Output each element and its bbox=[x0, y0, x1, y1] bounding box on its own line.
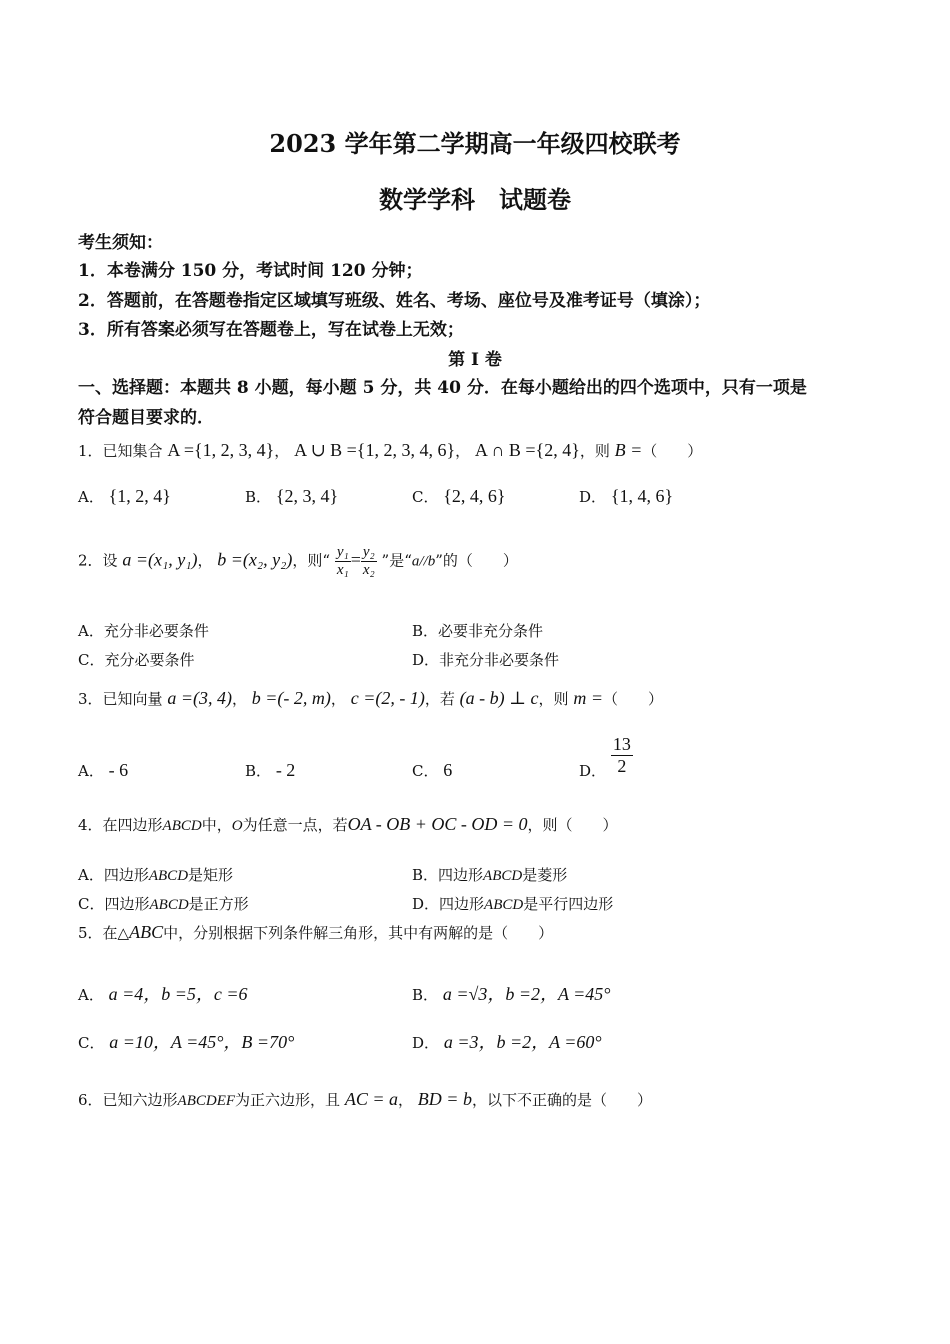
q5-stem: 5．在△ABC中，分别根据下列条件解三角形，其中有两解的是（ ） bbox=[78, 922, 554, 942]
q3-option-a: A． - 6 bbox=[78, 760, 129, 780]
q5-option-d: D． a =3，b =2，A =60° bbox=[412, 1032, 602, 1052]
q4-option-a: A．四边形ABCD是矩形 bbox=[78, 866, 234, 884]
q1-option-a: A． {1, 2, 4} bbox=[78, 486, 171, 506]
notice-heading: 考生须知： bbox=[78, 233, 163, 253]
q3-option-c: C． 6 bbox=[412, 760, 453, 780]
volume-label: 第 I 卷 bbox=[448, 350, 502, 370]
section-heading-line1: 一、选择题：本题共 8 小题，每小题 5 分，共 40 分．在每小题给出的四个选项中，只有一项是 bbox=[78, 378, 807, 398]
notice-item-1: 1．本卷满分 150 分，考试时间 120 分钟； bbox=[78, 261, 423, 281]
q4-stem: 4．在四边形ABCD中，O为任意一点，若OA - OB + OC - OD = 0，则（ ） bbox=[78, 814, 618, 834]
q3-option-d: D． $\frac{13}{2}$ bbox=[579, 734, 631, 780]
q1-option-c: C． {2, 4, 6} bbox=[412, 486, 506, 506]
q5-option-c: C． a =10，A =45°，B =70° bbox=[78, 1032, 295, 1052]
q2-option-d: D．非充分非必要条件 bbox=[412, 651, 560, 669]
q1-option-b: B． {2, 3, 4} bbox=[245, 486, 339, 506]
q1-stem: 1．已知集合 A ={1, 2, 3, 4}， A ∪ B ={1, 2, 3, 4, 6}， A ∩ B ={2, 4}，则 B =（ ） bbox=[78, 440, 703, 460]
q3-option-d-fraction: $\frac{13}{2}$ bbox=[612, 734, 631, 776]
q2-option-c: C．充分必要条件 bbox=[78, 651, 195, 669]
q4-option-b: B．四边形ABCD是菱形 bbox=[412, 866, 568, 884]
q5-option-a: A． a =4，b =5，c =6 bbox=[78, 984, 248, 1004]
notice-item-3: 3．所有答案必须写在答题卷上，写在试卷上无效； bbox=[78, 320, 464, 340]
q3-stem: 3．已知向量 a =(3, 4)， b =(- 2, m)， c =(2, - 1)，若 (a - b) ⊥ c，则 m =（ ） bbox=[78, 688, 663, 708]
notice-item-2: 2．答题前，在答题卷指定区域填写班级、姓名、考场、座位号及准考证号（填涂）； bbox=[78, 291, 711, 311]
section-heading-line2: 符合题目要求的． bbox=[78, 408, 214, 428]
q3-option-b: B． - 2 bbox=[245, 760, 296, 780]
q5-option-b: B． a =√3，b =2，A =45° bbox=[412, 984, 611, 1004]
q2-fraction-2: $\frac{\text{y₂}}{\text{x₂}}$ bbox=[362, 544, 375, 578]
q2-option-b: B．必要非充分条件 bbox=[412, 622, 544, 640]
q4-option-d: D．四边形ABCD是平行四边形 bbox=[412, 895, 614, 913]
q2-stem: 2．设 a =(x₁, y₁)， b =(x₂, y₂)，则“ $\frac{\text{y₁}}{\text{x₁}}$ = $\frac{\text{y₂}}{\text{x₂}}$ ”是“a//b”的（ ） bbox=[78, 544, 518, 578]
q1-option-d: D． {1, 4, 6} bbox=[579, 486, 674, 506]
q4-option-c: C．四边形ABCD是正方形 bbox=[78, 895, 249, 913]
exam-subtitle: 数学学科 试题卷 bbox=[379, 185, 571, 214]
exam-title: 2023 学年第二学期高一年级四校联考 bbox=[269, 129, 681, 158]
q2-option-a: A．充分非必要条件 bbox=[78, 622, 209, 640]
q6-stem: 6．已知六边形ABCDEF为正六边形，且 AC = a， BD = b，以下不正确的是（ ） bbox=[78, 1089, 652, 1109]
q2-fraction-1: $\frac{\text{y₁}}{\text{x₁}}$ bbox=[336, 544, 349, 578]
